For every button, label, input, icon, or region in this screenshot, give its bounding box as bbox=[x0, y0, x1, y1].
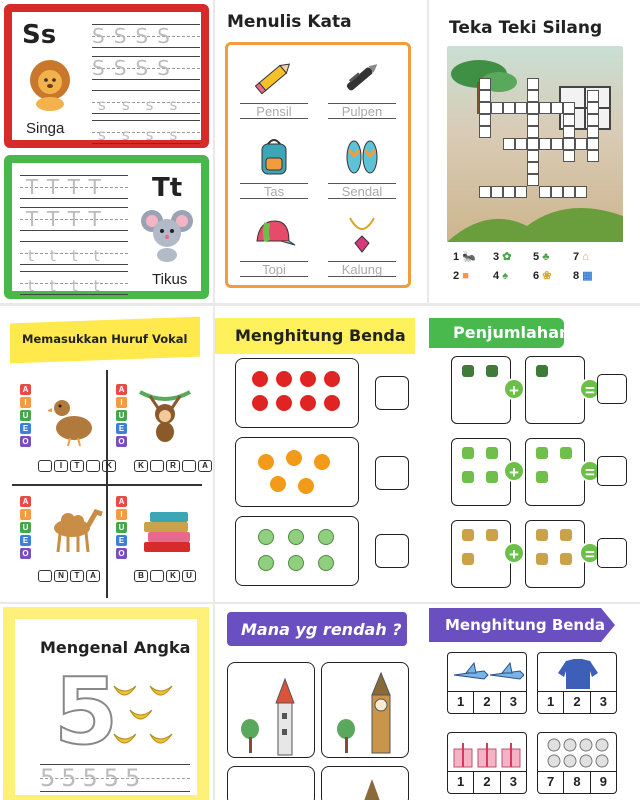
melon-icon bbox=[288, 555, 304, 571]
mengenal-angka-panel bbox=[0, 604, 213, 800]
leaf-icon bbox=[486, 471, 498, 483]
count-card-tissues bbox=[537, 732, 617, 794]
crossword-cell[interactable] bbox=[563, 114, 575, 126]
sweater-icon bbox=[558, 657, 598, 691]
legend-item: 3 ✿ bbox=[493, 251, 512, 263]
trace-row-lower-s-1: ssss bbox=[92, 90, 200, 114]
answer-box[interactable] bbox=[597, 456, 627, 486]
crossword-cell[interactable] bbox=[563, 138, 575, 150]
mouse-icon bbox=[138, 205, 198, 263]
menulis-kata-title: Menulis Kata bbox=[227, 12, 352, 32]
letter-box: A bbox=[86, 570, 100, 582]
vowel-tile: O bbox=[20, 548, 31, 559]
hitung-title: Menghitung Benda bbox=[235, 326, 406, 345]
turtle-icon bbox=[486, 365, 498, 377]
crossword-cell[interactable] bbox=[575, 186, 587, 198]
backpack-icon bbox=[254, 136, 294, 178]
vowel-tile: O bbox=[116, 436, 127, 447]
letter-box: A bbox=[198, 460, 212, 472]
penjumlahan-panel bbox=[429, 306, 640, 602]
vowel-tile: E bbox=[20, 423, 31, 434]
mana-rendah-panel bbox=[215, 604, 429, 800]
option-box-4[interactable] bbox=[321, 766, 409, 800]
count-card-sweater bbox=[537, 652, 617, 714]
crossword-cell[interactable] bbox=[503, 102, 515, 114]
word-blanks-unta bbox=[38, 570, 100, 582]
crossword-cell[interactable] bbox=[527, 126, 539, 138]
vowel-column bbox=[116, 496, 127, 561]
crossword-cell[interactable] bbox=[587, 126, 599, 138]
apple-icon bbox=[300, 371, 316, 387]
vowel-tile: A bbox=[116, 384, 127, 395]
divider bbox=[12, 484, 202, 486]
orange-icon bbox=[298, 478, 314, 494]
vowel-tile: I bbox=[116, 397, 127, 408]
word-tikus: Tikus bbox=[152, 271, 188, 288]
crossword-cell[interactable] bbox=[515, 138, 527, 150]
vowel-tile: U bbox=[20, 410, 31, 421]
letter-box: T bbox=[70, 460, 84, 472]
number-choices bbox=[448, 771, 526, 793]
crossword-cell[interactable] bbox=[563, 126, 575, 138]
crossword-cell[interactable] bbox=[503, 186, 515, 198]
number-choices bbox=[538, 691, 616, 713]
letter-box: N bbox=[54, 570, 68, 582]
vowel-tile: A bbox=[116, 496, 127, 507]
backpack-icon bbox=[486, 529, 498, 541]
crossword-cell[interactable] bbox=[527, 174, 539, 186]
addition-box-left bbox=[451, 438, 511, 506]
answer-box[interactable] bbox=[375, 534, 409, 568]
crossword-cell[interactable] bbox=[551, 138, 563, 150]
legend-item: 6 ❀ bbox=[533, 270, 552, 282]
crossword-cell[interactable] bbox=[479, 90, 491, 102]
number-choice[interactable]: 8 bbox=[563, 772, 589, 793]
option-box-tower[interactable] bbox=[227, 662, 315, 758]
vowel-tile: U bbox=[116, 522, 127, 533]
letter-box: R bbox=[166, 460, 180, 472]
melon-icon bbox=[258, 529, 274, 545]
count-card-planes bbox=[447, 652, 527, 714]
vowel-tile: U bbox=[116, 410, 127, 421]
equals-sign: = bbox=[579, 460, 601, 482]
crossword-cell[interactable] bbox=[563, 186, 575, 198]
crossword-cell[interactable] bbox=[479, 186, 491, 198]
menulis-kata-frame bbox=[225, 42, 411, 288]
pen-icon bbox=[340, 57, 384, 97]
vowel-tile: I bbox=[20, 509, 31, 520]
crossword-scene bbox=[447, 46, 623, 242]
crossword-cell[interactable] bbox=[527, 138, 539, 150]
vowel-tile: E bbox=[116, 423, 127, 434]
leaf-icon bbox=[462, 447, 474, 459]
crossword-cell[interactable] bbox=[527, 162, 539, 174]
word-blanks-itik bbox=[38, 460, 116, 472]
trace-row-upper-s-1: SSSS bbox=[92, 24, 200, 48]
number-choice[interactable]: 3 bbox=[590, 692, 616, 713]
clock-tower-icon bbox=[328, 671, 404, 757]
crossword-cell[interactable] bbox=[527, 102, 539, 114]
apple-icon bbox=[324, 371, 340, 387]
bananas-icon bbox=[110, 676, 180, 756]
crossword-cell[interactable] bbox=[527, 90, 539, 102]
trace-row-lower-t-1: tttt bbox=[20, 241, 128, 265]
option-box-clocktower[interactable] bbox=[321, 662, 409, 758]
apple-icon bbox=[300, 395, 316, 411]
addition-box-right bbox=[525, 438, 585, 506]
big-letter-t: Tt bbox=[152, 173, 183, 203]
crossword-cell[interactable] bbox=[527, 150, 539, 162]
crossword-legend bbox=[453, 250, 623, 288]
hitung2-title: Menghitung Benda bbox=[445, 616, 605, 634]
letter-box: K bbox=[134, 460, 148, 472]
vowel-column bbox=[20, 496, 31, 561]
melon-icon bbox=[258, 555, 274, 571]
number-choice[interactable]: 9 bbox=[590, 772, 616, 793]
backpack-icon bbox=[536, 529, 548, 541]
crossword-cell[interactable] bbox=[479, 126, 491, 138]
crossword-cell[interactable] bbox=[587, 138, 599, 150]
penjumlahan-title: Penjumlahan bbox=[453, 323, 571, 342]
number-choice[interactable]: 1 bbox=[547, 694, 555, 709]
letter-box[interactable] bbox=[38, 570, 52, 582]
number-choice[interactable]: 3 bbox=[500, 692, 526, 713]
vowel-tile: A bbox=[20, 384, 31, 395]
sandals-icon bbox=[340, 136, 384, 178]
cap-icon bbox=[251, 215, 297, 255]
legend-item: 1 🐜 bbox=[453, 251, 476, 263]
letter-box: T bbox=[70, 570, 84, 582]
number-choice[interactable]: 3 bbox=[500, 772, 526, 793]
crossword-cell[interactable] bbox=[587, 102, 599, 114]
leaf-icon bbox=[560, 447, 572, 459]
answer-box[interactable] bbox=[375, 376, 409, 410]
crossword-cell[interactable] bbox=[527, 114, 539, 126]
pencil-icon bbox=[252, 57, 296, 97]
vowel-tile: I bbox=[20, 397, 31, 408]
angka-title: Mengenal Angka bbox=[40, 638, 191, 657]
addition-box-left bbox=[451, 520, 511, 588]
lion-icon bbox=[24, 58, 76, 112]
addition-box-right bbox=[525, 356, 585, 424]
vowel-tile: A bbox=[20, 496, 31, 507]
letter-box[interactable] bbox=[182, 460, 196, 472]
vowel-column bbox=[20, 384, 31, 449]
teka-teki-title: Teka Teki Silang bbox=[449, 18, 603, 38]
apple-icon bbox=[276, 395, 292, 411]
melon-icon bbox=[318, 529, 334, 545]
letter-box[interactable] bbox=[150, 570, 164, 582]
crossword-cell[interactable] bbox=[479, 102, 491, 114]
apple-icon bbox=[252, 371, 268, 387]
word-cell-pensil: Pensil bbox=[234, 55, 314, 127]
crossword-cell[interactable] bbox=[551, 102, 563, 114]
crossword-cell[interactable] bbox=[515, 186, 527, 198]
apple-icon bbox=[276, 371, 292, 387]
letter-box: I bbox=[54, 460, 68, 472]
vowel-tile: O bbox=[116, 548, 127, 559]
vowel-tile: E bbox=[20, 535, 31, 546]
number-choices bbox=[448, 691, 526, 713]
crossword-cell[interactable] bbox=[563, 102, 575, 114]
word-cell-topi: Topi bbox=[234, 213, 314, 285]
vowel-tile: U bbox=[20, 522, 31, 533]
grass-icon bbox=[447, 196, 623, 242]
melon-count-box bbox=[235, 516, 359, 586]
menulis-kata-panel bbox=[215, 0, 427, 303]
letter-box: K bbox=[102, 460, 116, 472]
equals-sign: = bbox=[579, 378, 601, 400]
letter-s-card bbox=[4, 4, 209, 148]
turtle-icon bbox=[536, 365, 548, 377]
menghitung-benda-2-panel bbox=[429, 604, 640, 800]
crossword-cell[interactable] bbox=[539, 186, 551, 198]
turtle-icon bbox=[462, 365, 474, 377]
crossword-cell[interactable] bbox=[539, 102, 551, 114]
teka-teki-panel bbox=[429, 0, 640, 303]
legend-item: 4 ♠ bbox=[493, 270, 509, 282]
tower-top-icon bbox=[362, 777, 382, 800]
crossword-cell[interactable] bbox=[491, 186, 503, 198]
count-card-gifts bbox=[447, 732, 527, 794]
addition-box-right bbox=[525, 520, 585, 588]
backpack-icon bbox=[536, 553, 548, 565]
big-letter-s: Ss bbox=[22, 20, 57, 50]
plus-sign: + bbox=[503, 542, 525, 564]
trace-row-upper-t-2: TTTT bbox=[20, 207, 128, 231]
number-choice[interactable]: 1 bbox=[457, 694, 465, 709]
crossword-cell[interactable] bbox=[587, 150, 599, 162]
answer-box[interactable] bbox=[597, 374, 627, 404]
big-number: 5 bbox=[54, 658, 119, 765]
option-box-3[interactable] bbox=[227, 766, 315, 800]
gift-box-icon bbox=[452, 741, 524, 769]
vowel-tile: O bbox=[20, 436, 31, 447]
number-choice[interactable]: 2 bbox=[563, 692, 589, 713]
word-cell-sendal: Sendal bbox=[322, 135, 402, 207]
crossword-cell[interactable] bbox=[515, 102, 527, 114]
backpack-icon bbox=[560, 553, 572, 565]
word-blanks-kera bbox=[134, 460, 212, 472]
answer-box[interactable] bbox=[597, 538, 627, 568]
legend-item: 8 ▦ bbox=[573, 270, 593, 282]
huruf-vokal-panel bbox=[0, 306, 213, 602]
letter-box: B bbox=[134, 570, 148, 582]
trace-row-upper-t-1: TTTT bbox=[20, 175, 128, 199]
crossword-cell[interactable] bbox=[539, 138, 551, 150]
addition-box-left bbox=[451, 356, 511, 424]
apple-count-box bbox=[235, 358, 359, 428]
orange-icon bbox=[314, 454, 330, 470]
apple-icon bbox=[324, 395, 340, 411]
melon-icon bbox=[288, 529, 304, 545]
vowel-tile: E bbox=[116, 535, 127, 546]
tissue-roll-icon bbox=[544, 737, 612, 771]
legend-item: 7 ⌂ bbox=[573, 251, 589, 263]
legend-item: 5 ♣ bbox=[533, 251, 550, 263]
crossword-cell[interactable] bbox=[587, 114, 599, 126]
airplane-icon bbox=[452, 659, 524, 689]
crossword-cell[interactable] bbox=[503, 138, 515, 150]
number-choice[interactable]: 1 bbox=[457, 774, 465, 789]
crossword-cell[interactable] bbox=[551, 186, 563, 198]
letter-box[interactable] bbox=[38, 460, 52, 472]
crossword-cell[interactable] bbox=[527, 78, 539, 90]
letter-box: K bbox=[166, 570, 180, 582]
leaf-icon bbox=[486, 447, 498, 459]
camel-icon bbox=[42, 504, 104, 554]
orange-icon bbox=[258, 454, 274, 470]
trace-row-lower-s-2: ssss bbox=[92, 120, 200, 144]
leaf-icon bbox=[536, 447, 548, 459]
word-cell-kalung: Kalung bbox=[322, 213, 402, 285]
menghitung-benda-panel bbox=[215, 306, 429, 602]
leaf-icon bbox=[536, 471, 548, 483]
number-choice[interactable]: 7 bbox=[547, 774, 555, 789]
vowel-column bbox=[116, 384, 127, 449]
books-icon bbox=[140, 504, 194, 558]
crossword-cell[interactable] bbox=[479, 78, 491, 90]
letter-worksheet-panel bbox=[0, 0, 213, 303]
backpack-icon bbox=[560, 529, 572, 541]
melon-icon bbox=[318, 555, 334, 571]
trace-row-lower-t-2: tttt bbox=[20, 271, 128, 295]
number-choices bbox=[538, 771, 616, 793]
monkey-icon bbox=[138, 388, 192, 448]
word-blanks-buku bbox=[134, 570, 196, 582]
apple-icon bbox=[252, 395, 268, 411]
letter-box[interactable] bbox=[86, 460, 100, 472]
crossword-cell[interactable] bbox=[563, 150, 575, 162]
backpack-icon bbox=[462, 553, 474, 565]
equals-sign: = bbox=[579, 542, 601, 564]
crossword-cell[interactable] bbox=[587, 90, 599, 102]
plus-sign: + bbox=[503, 378, 525, 400]
rendah-title: Mana yg rendah ? bbox=[241, 620, 402, 639]
tower-icon bbox=[234, 673, 310, 757]
word-cell-pulpen: Pulpen bbox=[322, 55, 402, 127]
backpack-icon bbox=[462, 529, 474, 541]
letter-box[interactable] bbox=[150, 460, 164, 472]
plus-sign: + bbox=[503, 460, 525, 482]
necklace-icon bbox=[342, 214, 382, 256]
orange-count-box bbox=[235, 437, 359, 507]
letter-box: U bbox=[182, 570, 196, 582]
answer-box[interactable] bbox=[375, 456, 409, 490]
leaf-icon bbox=[462, 471, 474, 483]
letter-t-card bbox=[4, 155, 209, 299]
number-choice[interactable]: 2 bbox=[473, 692, 499, 713]
vokal-title: Memasukkan Huruf Vokal bbox=[22, 332, 188, 346]
orange-icon bbox=[286, 450, 302, 466]
crossword-cell[interactable] bbox=[575, 138, 587, 150]
legend-item: 2 ■ bbox=[453, 270, 469, 282]
trace-row-number: 55555 bbox=[40, 764, 190, 792]
crossword-cell[interactable] bbox=[479, 114, 491, 126]
duck-icon bbox=[48, 392, 98, 448]
word-cell-tas: Tas bbox=[234, 135, 314, 207]
word-singa: Singa bbox=[26, 120, 65, 137]
orange-icon bbox=[270, 476, 286, 492]
vowel-tile: I bbox=[116, 509, 127, 520]
number-choice[interactable]: 2 bbox=[473, 772, 499, 793]
crossword-cell[interactable] bbox=[491, 102, 503, 114]
trace-row-upper-s-2: SSSS bbox=[92, 56, 200, 80]
